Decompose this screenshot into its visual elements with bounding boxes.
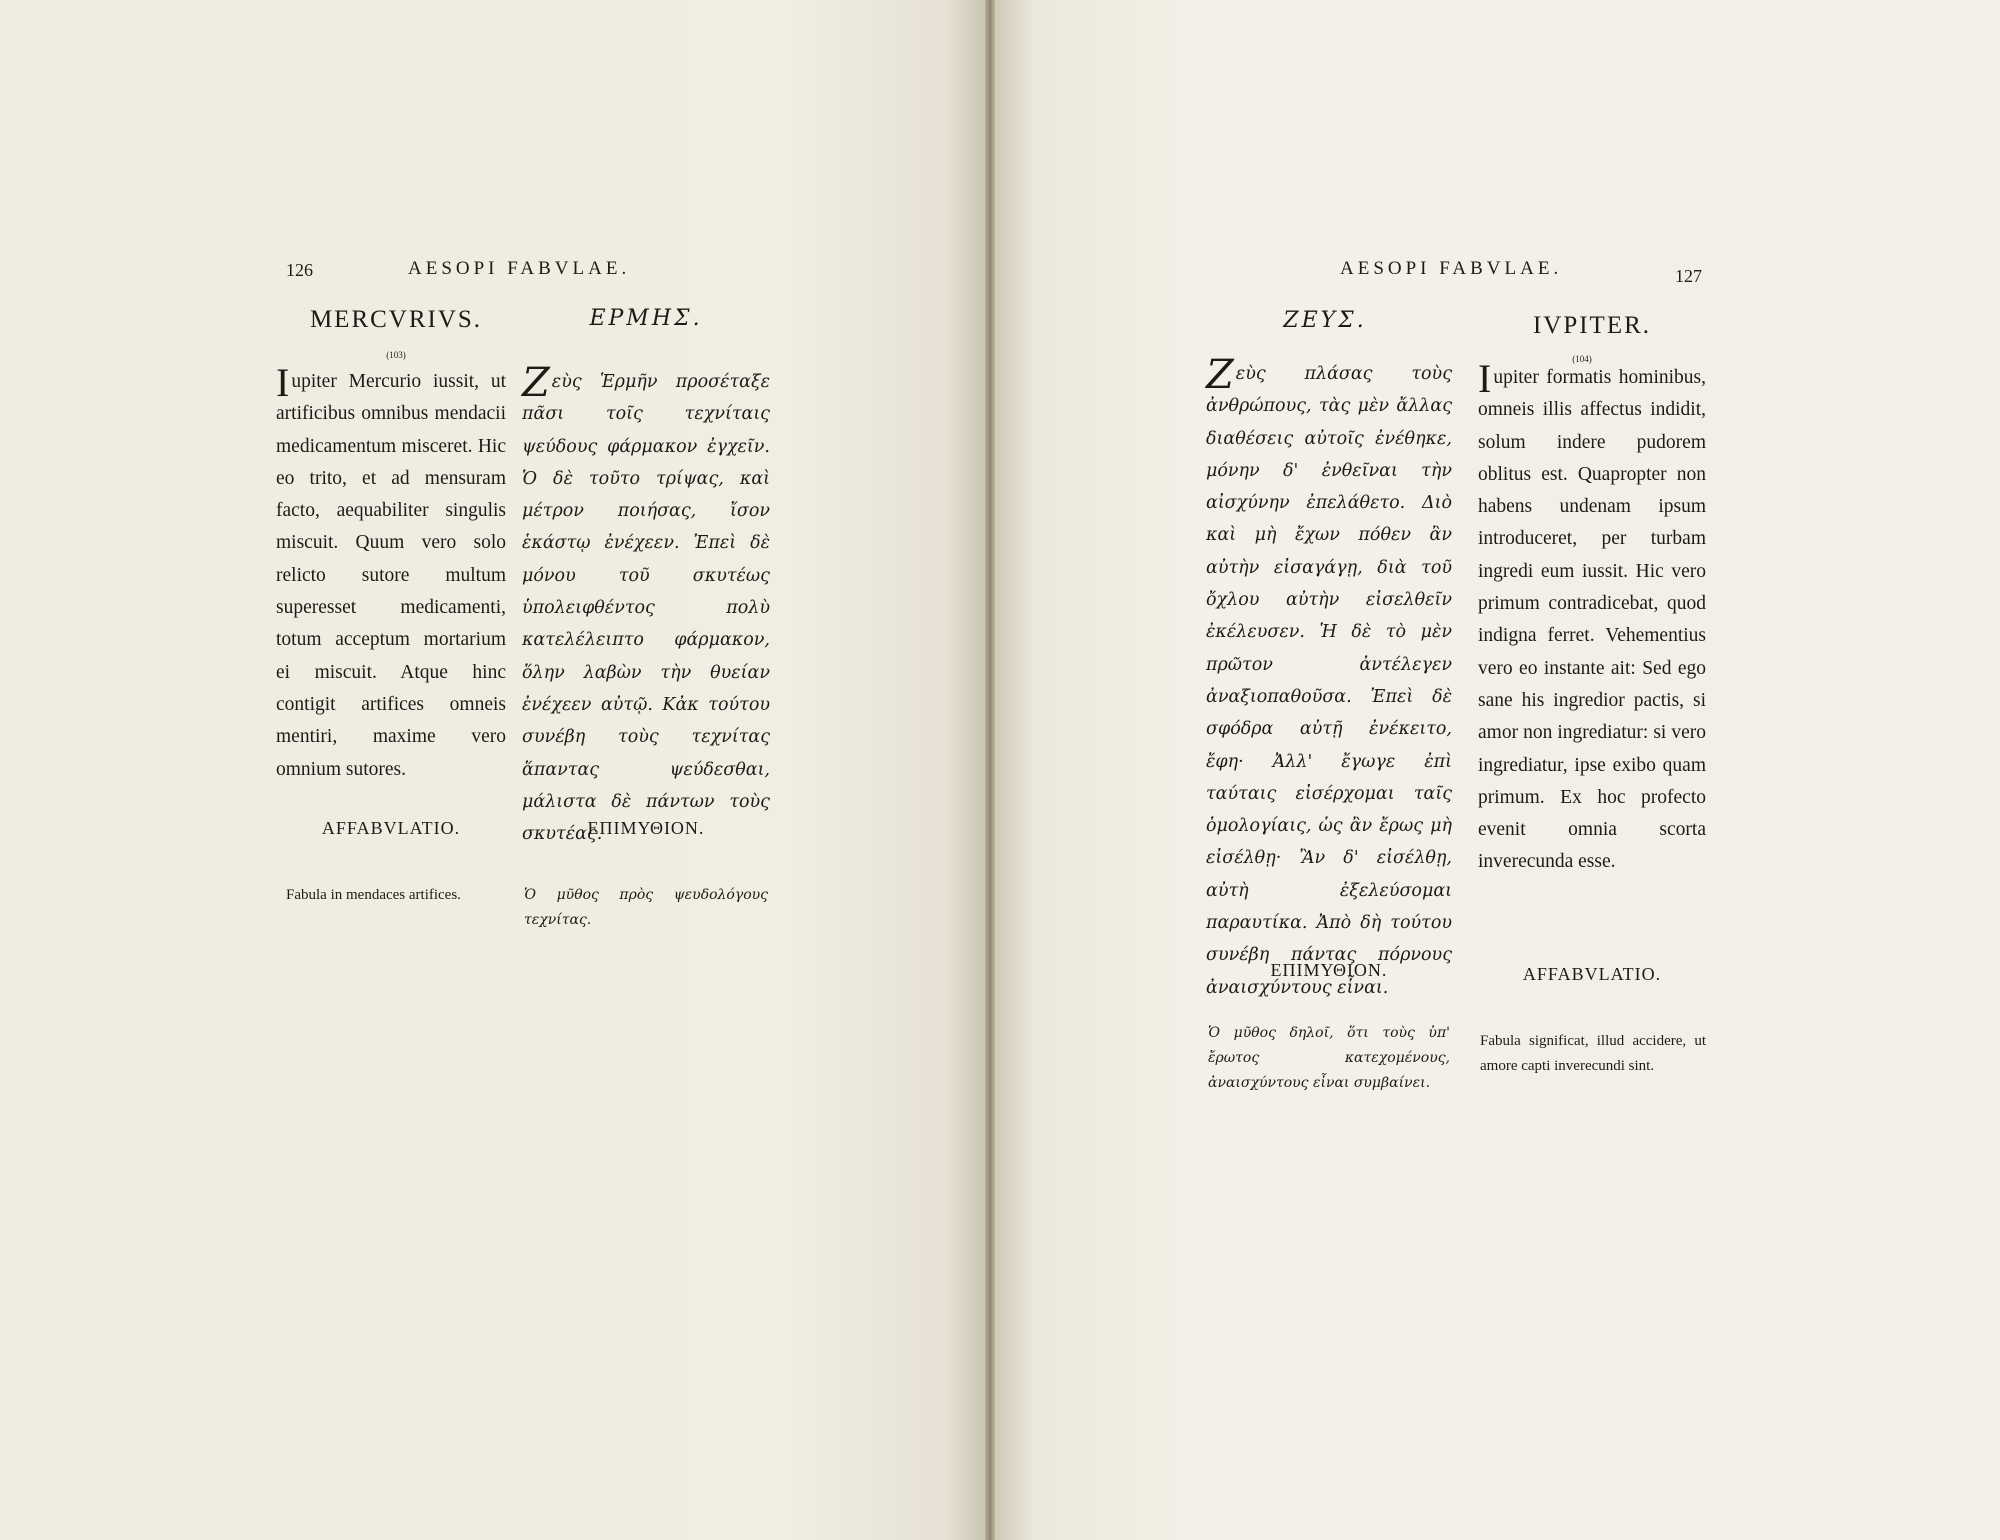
left-greek-title: ΕΡΜΗΣ. <box>589 306 703 331</box>
right-latin-body: upiter formatis hominibus, omneis illis affectus indidit, solum indere pudorem oblitus est. Quapropter non habens undenam ipsum introduceret, per turbam ingredi eum iussit. Hic vero primum contradicebat, quod indigna ferret. Vehementius vero eo instante ait: Sed ego sane his ingredior pactis, si amor non ingrediatur: si vero ingrediatur, ipse exibo quam primum. Ex hoc profecto evenit omnia scorta inverecunda esse. <box>1478 367 1706 873</box>
left-greek-moral: Ὁ μῦθος πρὸς ψευδολόγους τεχνίτας. <box>524 887 768 928</box>
right-greek-text <box>1206 352 1452 1004</box>
right-greek-drop-cap: Z <box>1206 352 1234 398</box>
right-greek-moral-head: ΕΠΙΜΥΘΙΟΝ. <box>1270 960 1388 980</box>
left-running-head: AESOPI FABVLAE. <box>408 258 631 279</box>
left-latin-drop-cap: I <box>276 360 290 405</box>
left-greek-moral-head: ΕΠΙΜΥΘΙΟΝ. <box>587 818 705 838</box>
left-folio: 126 <box>286 260 313 280</box>
right-latin-title: IVPITER. <box>1532 312 1652 339</box>
right-latin-moral: Fabula significat, illud accidere, ut amore capti inverecundi sint. <box>1480 1033 1706 1074</box>
right-fable-number: (104) <box>1572 354 1592 364</box>
left-greek-drop-cap: Z <box>522 360 550 406</box>
left-latin-title: MERCVRIVS. <box>309 306 483 333</box>
right-greek-title: ΖΕΥΣ. <box>1283 308 1367 333</box>
left-greek-text <box>522 360 770 850</box>
right-running-head: AESOPI FABVLAE. <box>1340 258 1563 279</box>
left-latin-body: upiter Mercurio iussit, ut artificibus omnibus mendacii medicamentum misceret. Hic eo trito, et ad mensuram facto, aequabiliter singulis miscuit. Quum vero solo relicto sutore multum superesset medicamenti, totum acceptum mortarium ei miscuit. Atque hinc contigit artifices omneis mentiri, maxime vero omnium sutores. <box>276 371 506 780</box>
left-latin-moral-head: AFFABVLATIO. <box>321 818 461 838</box>
right-folio: 127 <box>1675 266 1702 286</box>
left-page <box>0 0 987 1540</box>
left-greek-body: εὺς Ἑρμῆν προσέταξε πᾶσι τοῖς τεχνίταις ψεύδους φάρμακον ἐγχεῖν. Ὁ δὲ τοῦτο τρίψας, καὶ μέτρον ποιήσας, ἴσον ἑκάστῳ ἐνέχεεν. Ἐπεὶ δὲ μόνου τοῦ σκυτέως ὑπολειφθέντος πολὺ κατελέλειπτο φάρμακον, ὅλην λαβὼν τὴν θυείαν ἐνέχεεν αὐτῷ. Κἀκ τούτου συνέβη τοὺς τεχνίτας ἅπαντας ψεύδεσθαι, μάλιστα δὲ πάντων τοὺς σκυτέας. <box>522 372 770 845</box>
right-greek-body: εὺς πλάσας τοὺς ἀνθρώπους, τὰς μὲν ἄλλας διαθέσεις αὐτοῖς ἐνέθηκε, μόνην δ' ἐνθεῖναι τὴν αἰσχύνην ἐπελάθετο. Διὸ καὶ μὴ ἔχων πόθεν ἂν αὐτὴν εἰσαγάγῃ, διὰ τοῦ ὄχλου αὐτὴν εἰσελθεῖν ἐκέλευσεν. Ἡ δὲ τὸ μὲν πρῶτον ἀντέλεγεν ἀναξιοπαθοῦσα. Ἐπεὶ δὲ σφόδρα αὐτῇ ἐνέκειτο, ἔφη· Ἀλλ' ἔγωγε ἐπὶ ταύταις εἰσέρχομαι ταῖς ὁμολογίαις, ὡς ἂν ἔρως μὴ εἰσέλθῃ· Ἂν δ' εἰσέλθῃ, αὐτὴ ἐξελεύσομαι παραυτίκα. Ἀπὸ δὴ τούτου συνέβη πάντας πόρνους ἀναισχύντους εἶναι. <box>1206 364 1452 998</box>
right-greek-moral: Ὁ μῦθος δηλοῖ, ὅτι τοὺς ὑπ' ἔρωτος κατεχομένους, ἀναισχύντους εἶναι συμβαίνει. <box>1208 1025 1450 1091</box>
left-fable-number: (103) <box>386 350 406 360</box>
right-latin-moral-head: AFFABVLATIO. <box>1522 964 1662 984</box>
left-latin-moral: Fabula in mendaces artifices. <box>286 887 461 903</box>
right-page <box>995 0 2000 1540</box>
left-latin-text <box>276 360 506 786</box>
right-latin-drop-cap: I <box>1478 356 1492 401</box>
